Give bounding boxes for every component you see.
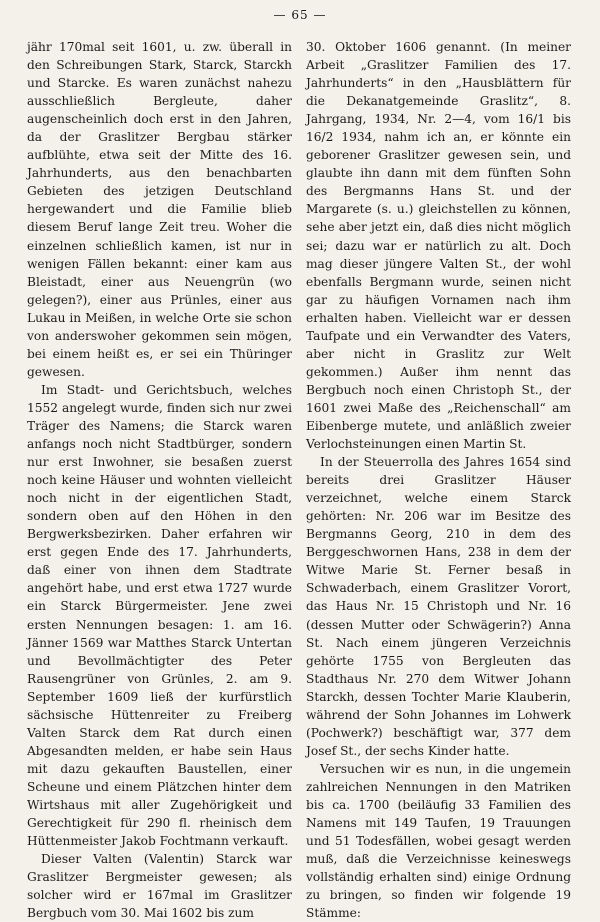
paragraph: jähr 170mal seit 1601, u. zw. überall in den Schreibungen Stark, Starck, Starckh und Starcke. Es waren zunächst nahezu ausschließlich Bergleute, daher augenscheinlich doch erst in den Jahren, da der Graslitzer Bergbau stärker aufblühte, etwa seit der Mitte des 16. Jahrhunderts, aus den benachbarten Gebieten des jetzigen Deutschland hergewandert und die Familie blieb diesem Beruf lange Zeit treu. Woher die einzelnen schließlich kamen, ist nur in wenigen Fällen bekannt: einer kam aus Bleistadt, einer aus Neuengrün (wo gelegen?), einer aus Prünles, einer aus Lukau in Meißen, in welche Orte sie schon von anderswoher gekommen sein mögen, bei einem heißt es, er sei ein Thüringer gewesen. — [27, 40, 292, 379]
paragraph: Dieser Valten (Valentin) Starck war Graslitzer Bergmeister gewesen; als solcher wird er 167mal im Graslitzer Bergbuch vom 30. Mai 1602 bis zum — [27, 852, 292, 921]
paragraph: Im Stadt- und Gerichtsbuch, welches 1552 angelegt wurde, finden sich nur zwei Träger des Namens; die Starck waren anfangs noch nicht Stadtbürger, sondern nur erst Inwohner, sie besaßen zuerst noch keine Häuser und wohnten vielleicht noch nicht in der eigentlichen Stadt, sondern oben auf den Höhen in den Bergwerksbezirken. Daher erfahren wir erst gegen Ende des 17. Jahrhunderts, daß einer von ihnen dem Stadtrate angehört habe, und erst etwa 1727 wurde ein Starck Bürgermeister. Jene zwei ersten Nennungen besagen: 1. am 16. Jänner 1569 war Matthes Starck Untertan und Bevollmächtigter des Peter Rausengrüner von Grünles, 2. am 9. September 1609 ließ der kurfürstlich sächsische Hüttenreiter zu Freiberg Valten Starck dem Rat durch einen Abgesandten melden, er habe sein Haus mit dazu gekauften Baustellen, einer Scheune und einem Plätzchen hinter dem Wirtshaus mit aller Zugehörigkeit und Gerechtigkeit für 290 fl. rheinisch dem Hüttenmeister Jakob Fochtmann verkauft. — [27, 382, 292, 849]
paragraph: 30. Oktober 1606 genannt. (In meiner Arbeit „Graslitzer Familien des 17. Jahrhunderts“ in den „Hausblättern für die Dekanatgemeinde Graslitz“, 8. Jahrgang, 1934, Nr. 2—4, vom 16/1 bis 16/2 1934, nahm ich an, er könnte ein geborener Graslitzer gewesen sein, und glaubte ihn dann mit dem fünften Sohn des Bergmanns Hans St. und der Margarete (s. u.) gleichstellen zu können, sehe aber jetzt ein, daß dies nicht möglich sei; dazu war er natürlich zu alt. Doch mag dieser jüngere Valten St., der wohl ebenfalls Bergmann wurde, seinen nicht gar zu häufigen Vornamen nach ihm erhalten haben. Vielleicht war er dessen Taufpate und ein Verwandter des Vaters, aber nicht in Graslitz zur Welt gekommen.) Außer ihm nennt das Bergbuch noch einen Christoph St., der 1601 zwei Maße des „Reichenschall“ am Eibenberge mutete, und anläßlich zweier Verlochsteinungen einen Martin St. — [306, 40, 571, 452]
paragraph: In der Steuerrolla des Jahres 1654 sind bereits drei Graslitzer Häuser verzeichnet, welche einem Starck gehörten: Nr. 206 war im Besitze des Bergmanns Georg, 210 in dem des Berggeschwornen Hans, 238 in dem der Witwe Marie St. Ferner besaß in Schwaderbach, einem Graslitzer Vorort, das Haus Nr. 15 Christoph und Nr. 16 (dessen Mutter oder Schwägerin?) Anna St. Nach einem jüngeren Verzeichnis gehörte 1755 von Bergleuten das Stadthaus Nr. 270 dem Witwer Johann Starckh, dessen Tochter Marie Klauberin, während der Sohn Johannes im Lohwerk (Pochwerk?) beschäftigt war, 377 dem Josef St., der sechs Kinder hatte. — [306, 455, 571, 758]
right-column — [306, 38, 571, 922]
paragraph: Versuchen wir es nun, in die ungemein zahlreichen Nennungen in den Matriken bis ca. 1700 (beiläufig 33 Familien des Namens mit 149 Taufen, 19 Trauungen und 51 Todesfällen, wobei gesagt werden muß, daß die Verzeichnisse keineswegs vollständig erhalten sind) einige Ordnung zu bringen, so finden wir folgende 19 Stämme: — [306, 761, 571, 921]
page-number: — 65 — — [273, 8, 327, 22]
left-column — [27, 38, 292, 922]
